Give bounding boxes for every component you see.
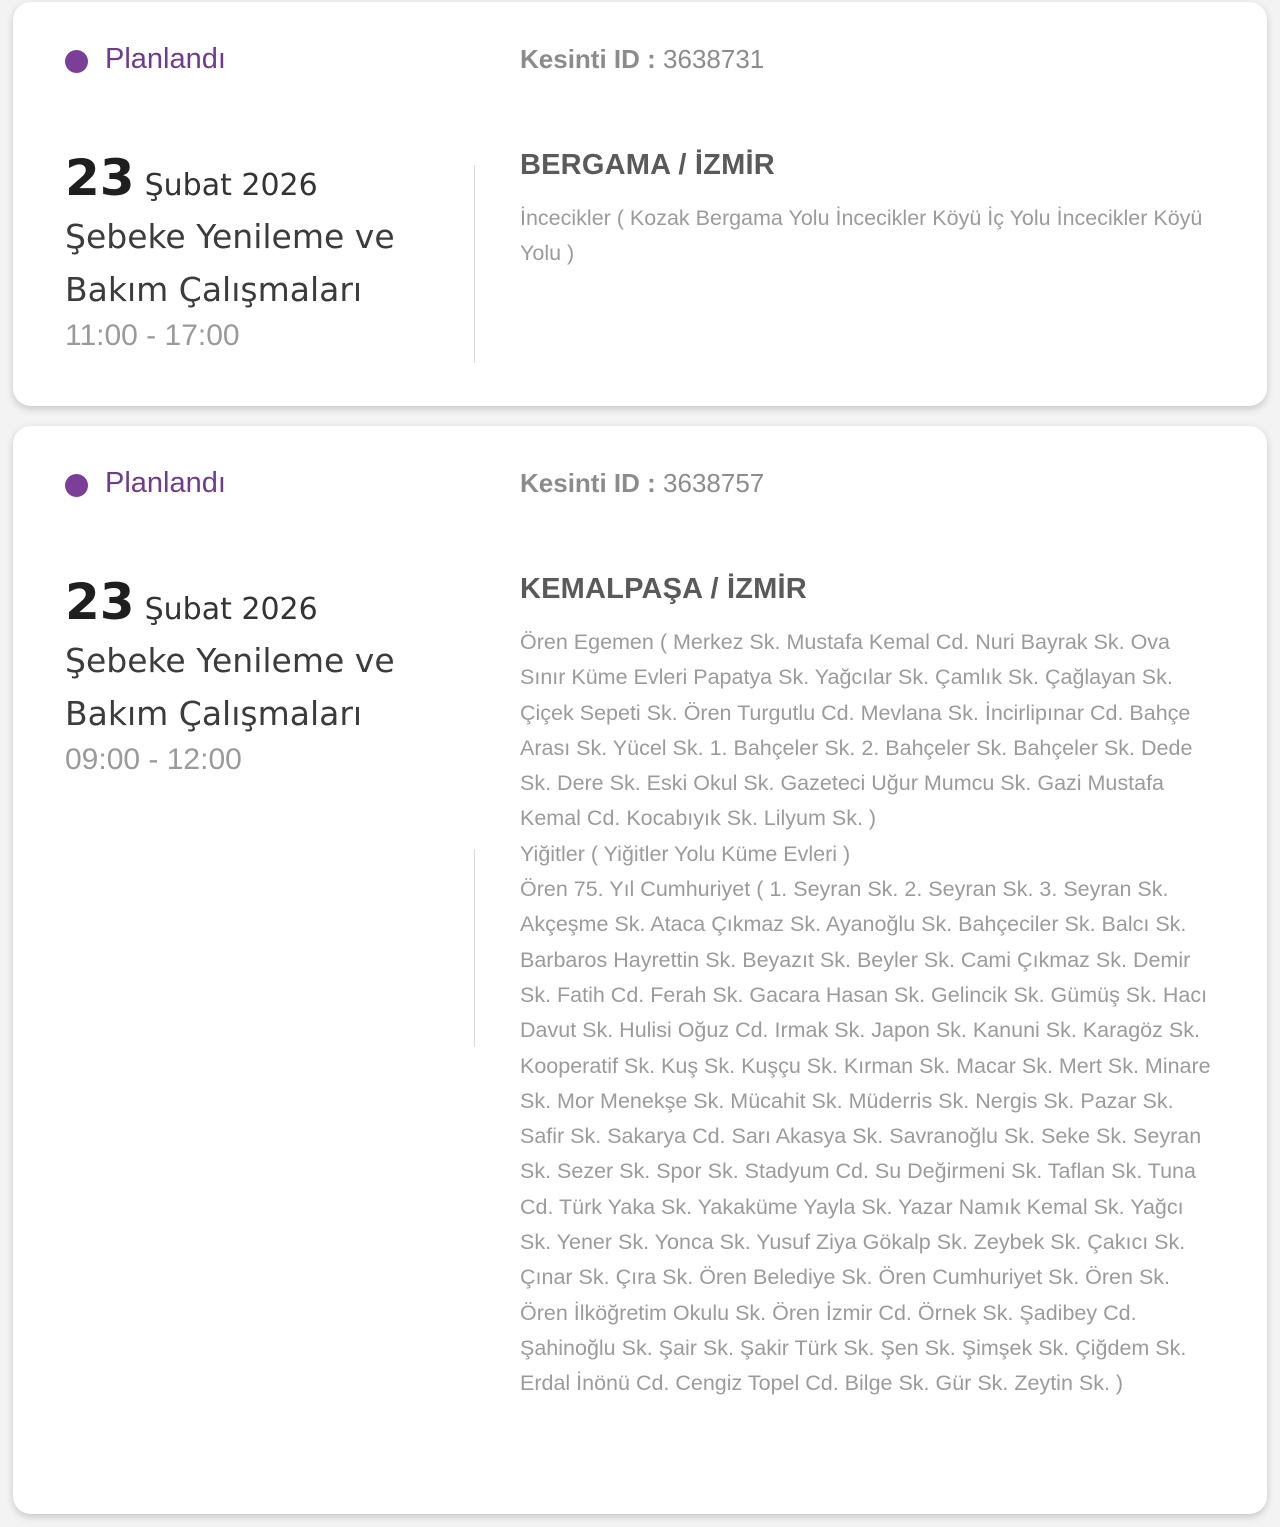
- vertical-divider: [474, 165, 475, 363]
- outage-id-label: Kesinti ID :: [520, 468, 656, 498]
- status-label: Planlandı: [105, 43, 226, 75]
- status-dot-icon: [65, 474, 88, 497]
- address-list: [520, 625, 1220, 1402]
- outage-id-value: 3638731: [663, 44, 765, 74]
- date-day: 23: [65, 573, 135, 631]
- work-type: Şebeke Yenileme ve Bakım Çalışmaları: [65, 217, 395, 309]
- status-badge: [65, 42, 226, 76]
- work-type: Şebeke Yenileme ve Bakım Çalışmaları: [65, 641, 395, 733]
- time-range: 11:00 - 17:00: [65, 319, 240, 352]
- outage-card[interactable]: [13, 2, 1267, 406]
- date-block: [65, 572, 425, 780]
- date-day: 23: [65, 149, 135, 207]
- vertical-divider: [474, 849, 475, 1047]
- date-block: [65, 148, 425, 356]
- date-line: [65, 148, 425, 208]
- time-range: 09:00 - 12:00: [65, 743, 242, 776]
- status-label: Planlandı: [105, 467, 226, 499]
- outage-id-label: Kesinti ID :: [520, 44, 656, 74]
- address-item: Yiğitler ( Yiğitler Yolu Küme Evleri ): [520, 841, 851, 866]
- location-title: BERGAMA / İZMİR: [520, 149, 775, 181]
- date-month-year: Şubat 2026: [144, 592, 318, 627]
- outage-id-value: 3638757: [663, 468, 765, 498]
- address-list: [520, 201, 1220, 272]
- address-item: İncecikler ( Kozak Bergama Yolu İncecikler Köyü İç Yolu İncecikler Köyü Yolu ): [520, 206, 1203, 266]
- date-line: [65, 572, 425, 632]
- outage-id: [520, 42, 764, 76]
- location-title: KEMALPAŞA / İZMİR: [520, 573, 807, 605]
- status-badge: [65, 466, 226, 500]
- outage-id: [520, 466, 764, 500]
- address-item: Ören Egemen ( Merkez Sk. Mustafa Kemal Cd. Nuri Bayrak Sk. Ova Sınır Küme Evleri Papatya Sk. Yağcılar Sk. Çamlık Sk. Çağlayan Sk. Çiçek Sepeti Sk. Ören Turgutlu Cd. Mevlana Sk. İncirlipınar Cd. Bahçe Arası Sk. Yücel Sk. 1. Bahçeler Sk. 2. Bahçeler Sk. Bahçeler Sk. Dede Sk. Dere Sk. Eski Okul Sk. Gazeteci Uğur Mumcu Sk. Gazi Mustafa Kemal Cd. Kocabıyık Sk. Lilyum Sk. ): [520, 630, 1193, 831]
- address-item: Ören 75. Yıl Cumhuriyet ( 1. Seyran Sk. 2. Seyran Sk. 3. Seyran Sk. Akçeşme Sk. Ataca Çıkmaz Sk. Ayanoğlu Sk. Bahçeciler Sk. Balcı Sk. Barbaros Hayrettin Sk. Beyazıt Sk. Beyler Sk. Cami Çıkmaz Sk. Demir Sk. Fatih Cd. Ferah Sk. Gacara Hasan Sk. Gelincik Sk. Gümüş Sk. Hacı Davut Sk. Hulisi Oğuz Cd. Irmak Sk. Japon Sk. Kanuni Sk. Karagöz Sk. Kooperatif Sk. Kuş Sk. Kuşçu Sk. Kırman Sk. Macar Sk. Mert Sk. Minare Sk. Mor Menekşe Sk. Mücahit Sk. Müderris Sk. Nergis Sk. Pazar Sk. Safir Sk. Sakarya Cd. Sarı Akasya Sk. Savranoğlu Sk. Seke Sk. Seyran Sk. Sezer Sk. Spor Sk. Stadyum Cd. Su Değirmeni Sk. Taflan Sk. Tuna Cd. Türk Yaka Sk. Yakaküme Yayla Sk. Yazar Namık Kemal Sk. Yağcı Sk. Yener Sk. Yonca Sk. Yusuf Ziya Gökalp Sk. Zeybek Sk. Çakıcı Sk. Çınar Sk. Çıra Sk. Ören Belediye Sk. Ören Cumhuriyet Sk. Ören Sk. Ören İlköğretim Okulu Sk. Ören İzmir Cd. Örnek Sk. Şadibey Cd. Şahinoğlu Sk. Şair Sk. Şakir Türk Sk. Şen Sk. Şimşek Sk. Çiğdem Sk. Erdal İnönü Cd. Cengiz Topel Cd. Bilge Sk. Gür Sk. Zeytin Sk. ): [520, 877, 1211, 1396]
- outage-card[interactable]: [13, 426, 1267, 1514]
- status-dot-icon: [65, 50, 88, 73]
- date-month-year: Şubat 2026: [144, 168, 318, 203]
